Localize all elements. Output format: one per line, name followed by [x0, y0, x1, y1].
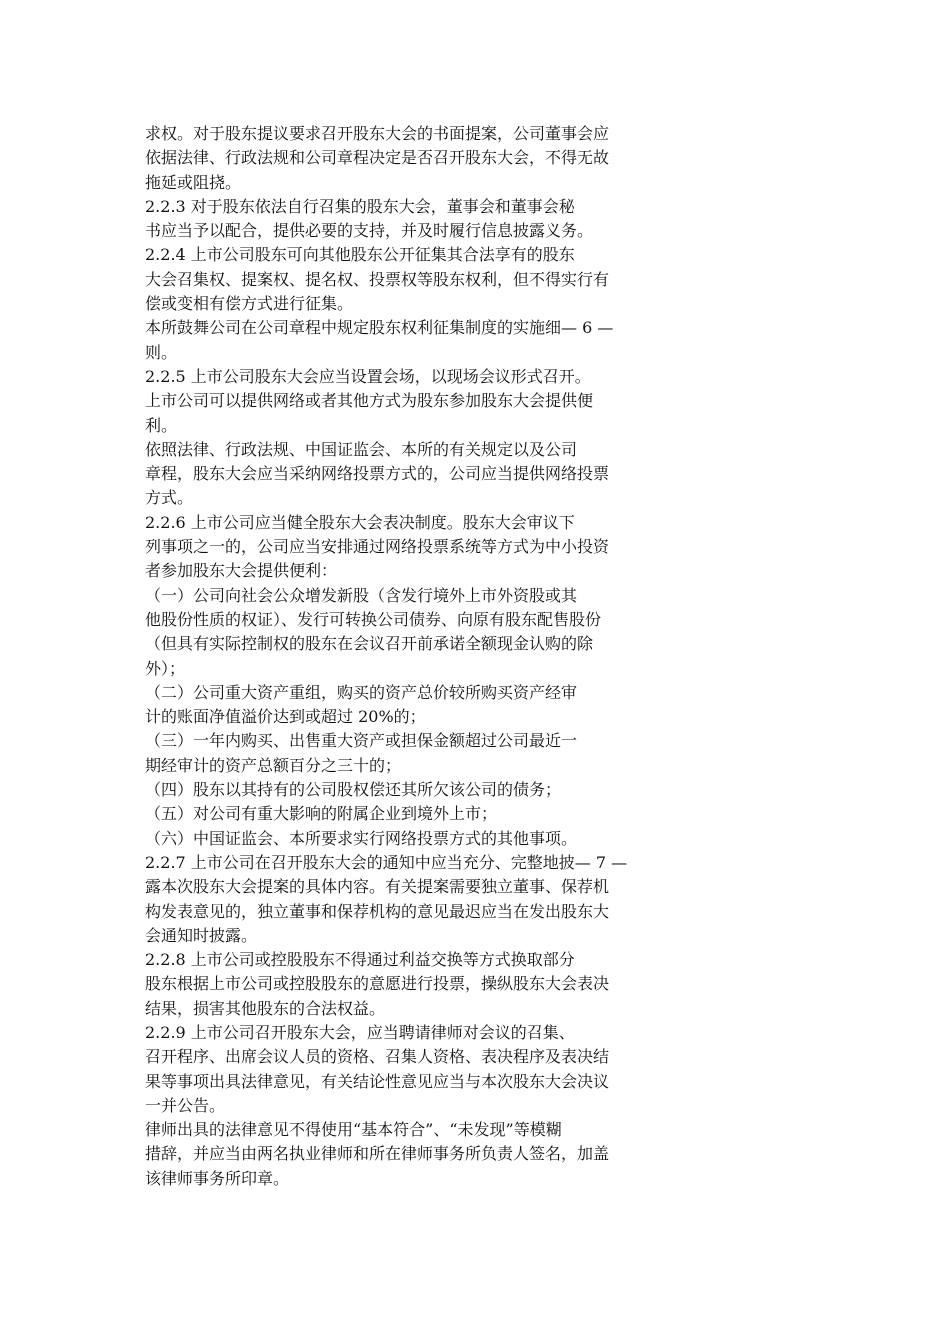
document-line: 计的账面净值溢价达到或超过 20%的；: [145, 707, 426, 727]
document-line: 本所鼓舞公司在公司章程中规定股东权利征集制度的实施细— 6 —: [145, 318, 614, 338]
document-line: 2.2.5 上市公司股东大会应当设置会场，以现场会议形式召开。: [145, 366, 591, 386]
document-line: 2.2.9 上市公司召开股东大会，应当聘请律师对会议的召集、: [145, 1022, 575, 1042]
document-line: 结果，损害其他股东的合法权益。: [145, 998, 386, 1018]
document-line: 方式。: [145, 488, 194, 508]
document-line: 期经审计的资产总额百分之三十的；: [145, 755, 402, 775]
document-line: 露本次股东大会提案的具体内容。有关提案需要独立董事、保荐机: [145, 877, 610, 897]
document-line: 该律师事务所印章。: [145, 1168, 290, 1188]
document-line: （三）一年内购买、出售重大资产或担保金额超过公司最近一: [145, 731, 578, 751]
document-line: 2.2.3 对于股东依法自行召集的股东大会，董事会和董事会秘: [145, 196, 575, 216]
document-line: 召开程序、出席会议人员的资格、召集人资格、表决程序及表决结: [145, 1047, 610, 1067]
document-line: 依照法律、行政法规、中国证监会、本所的有关规定以及公司: [145, 439, 578, 459]
document-line: 2.2.6 上市公司应当健全股东大会表决制度。股东大会审议下: [145, 512, 575, 532]
document-line: 利。: [145, 415, 178, 435]
document-line: 构发表意见的，独立董事和保荐机构的意见最迟应当在发出股东大: [145, 901, 610, 921]
document-line: 2.2.7 上市公司在召开股东大会的通知中应当充分、完整地披— 7 —: [145, 852, 628, 872]
document-line: 拖延或阻挠。: [145, 172, 242, 192]
document-line: 大会召集权、提案权、提名权、投票权等股东权利，但不得实行有: [145, 269, 610, 289]
document-line: 股东根据上市公司或控股股东的意愿进行投票，操纵股东大会表决: [145, 974, 610, 994]
document-line: 2.2.4 上市公司股东可向其他股东公开征集其合法享有的股东: [145, 245, 575, 265]
document-line: 者参加股东大会提供便利：: [145, 561, 338, 581]
document-line: （四）股东以其持有的公司股权偿还其所欠该公司的债务；: [145, 780, 562, 800]
document-line: 书应当予以配合，提供必要的支持，并及时履行信息披露义务。: [145, 221, 594, 241]
document-line: 依据法律、行政法规和公司章程决定是否召开股东大会，不得无故: [145, 148, 610, 168]
document-line: 措辞，并应当由两名执业律师和所在律师事务所负责人签名，加盖: [145, 1144, 610, 1164]
document-line: 求权。对于股东提议要求召开股东大会的书面提案，公司董事会应: [145, 124, 610, 143]
document-line: 2.2.8 上市公司或控股股东不得通过利益交换等方式换取部分: [145, 950, 575, 970]
document-line: 律师出具的法律意见不得使用“基本符合”、“未发现”等模糊: [145, 1120, 562, 1140]
document-line: （六）中国证监会、本所要求实行网络投票方式的其他事项。: [145, 828, 578, 848]
document-line: 他股份性质的权证）、发行可转换公司债券、向原有股东配售股份: [145, 609, 602, 629]
document-line: 会通知时披露。: [145, 925, 258, 945]
document-line: （一）公司向社会公众增发新股（含发行境外上市外资股或其: [145, 585, 578, 605]
document-line: 外）；: [145, 658, 186, 678]
document-line: 则。: [145, 342, 178, 362]
document-body: [145, 122, 645, 1191]
document-line: （但具有实际控制权的股东在会议召开前承诺全额现金认购的除: [145, 634, 594, 654]
document-line: 列事项之一的，公司应当安排通过网络投票系统等方式为中小投资: [145, 537, 610, 557]
document-line: 果等事项出具法律意见，有关结论性意见应当与本次股东大会决议: [145, 1071, 610, 1091]
document-line: 一并公告。: [145, 1095, 226, 1115]
document-line: 偿或变相有偿方式进行征集。: [145, 294, 354, 314]
document-line: 章程，股东大会应当采纳网络投票方式的，公司应当提供网络投票: [145, 464, 610, 484]
document-line: 上市公司可以提供网络或者其他方式为股东参加股东大会提供便: [145, 391, 594, 411]
document-line: （五）对公司有重大影响的附属企业到境外上市；: [145, 804, 498, 824]
document-line: （二）公司重大资产重组，购买的资产总价较所购买资产经审: [145, 682, 578, 702]
